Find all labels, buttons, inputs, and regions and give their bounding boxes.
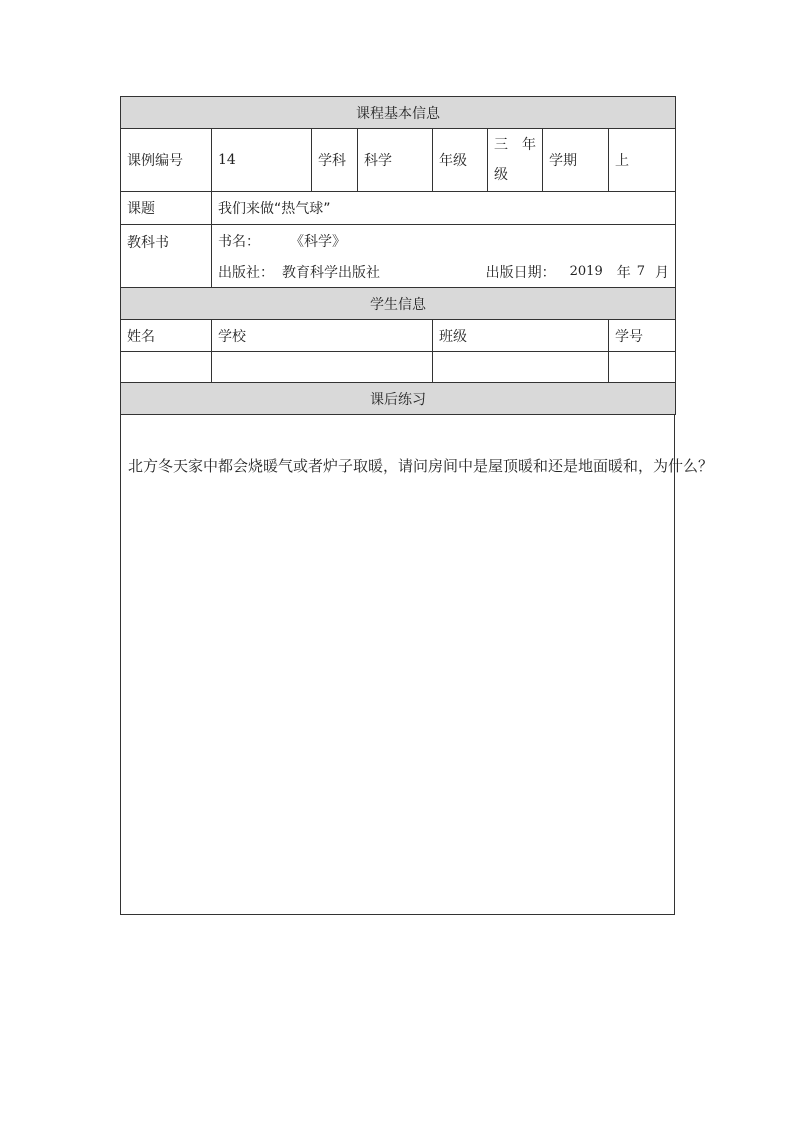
student-class-field[interactable] [433, 352, 609, 383]
pub-date [486, 262, 669, 282]
publisher-label: 出版社： [218, 264, 274, 281]
textbook-label: 教科书 [121, 225, 212, 288]
student-name-field[interactable] [121, 352, 212, 383]
exercise-question: 北方冬天家中都会烧暖气或者炉子取暖，请问房间中是屋顶暖和还是地面暖和，为什么？ [128, 457, 714, 475]
subject-label: 学科 [312, 129, 358, 192]
grade-value-part: 三 [494, 137, 508, 153]
publisher-value: 教育科学出版社 [282, 264, 380, 281]
month-unit: 月 [655, 264, 669, 281]
student-class-label: 班级 [433, 320, 609, 352]
topic-value: 我们来做“热气球” [212, 192, 676, 225]
book-name-label: 书名： [218, 233, 260, 250]
subject-value: 科学 [358, 129, 433, 192]
pub-year: 2019 [569, 264, 603, 279]
student-school-field[interactable] [212, 352, 433, 383]
info-table [120, 96, 676, 415]
textbook-details [212, 225, 676, 288]
year-unit: 年 [616, 264, 631, 281]
section-student-info: 学生信息 [121, 288, 676, 320]
pub-month: 7 [636, 264, 645, 279]
section-course-info: 课程基本信息 [121, 97, 676, 129]
student-id-field[interactable] [609, 352, 676, 383]
book-name-value: 《科学》 [290, 233, 346, 250]
grade-value [488, 129, 543, 192]
grade-value-part: 年 [522, 137, 536, 153]
exercise-area [120, 415, 714, 915]
student-name-label: 姓名 [121, 320, 212, 352]
course-sheet [120, 96, 714, 915]
section-exercise: 课后练习 [121, 383, 676, 415]
term-value: 上 [609, 129, 676, 192]
grade-value-part: 级 [494, 167, 508, 183]
case-no-value: 14 [212, 129, 312, 192]
case-no-label: 课例编号 [121, 129, 212, 192]
pub-date-label: 出版日期： [485, 264, 556, 281]
grade-label: 年级 [433, 129, 488, 192]
student-id-label: 学号 [609, 320, 676, 352]
topic-label: 课题 [121, 192, 212, 225]
student-school-label: 学校 [212, 320, 433, 352]
term-label: 学期 [543, 129, 609, 192]
